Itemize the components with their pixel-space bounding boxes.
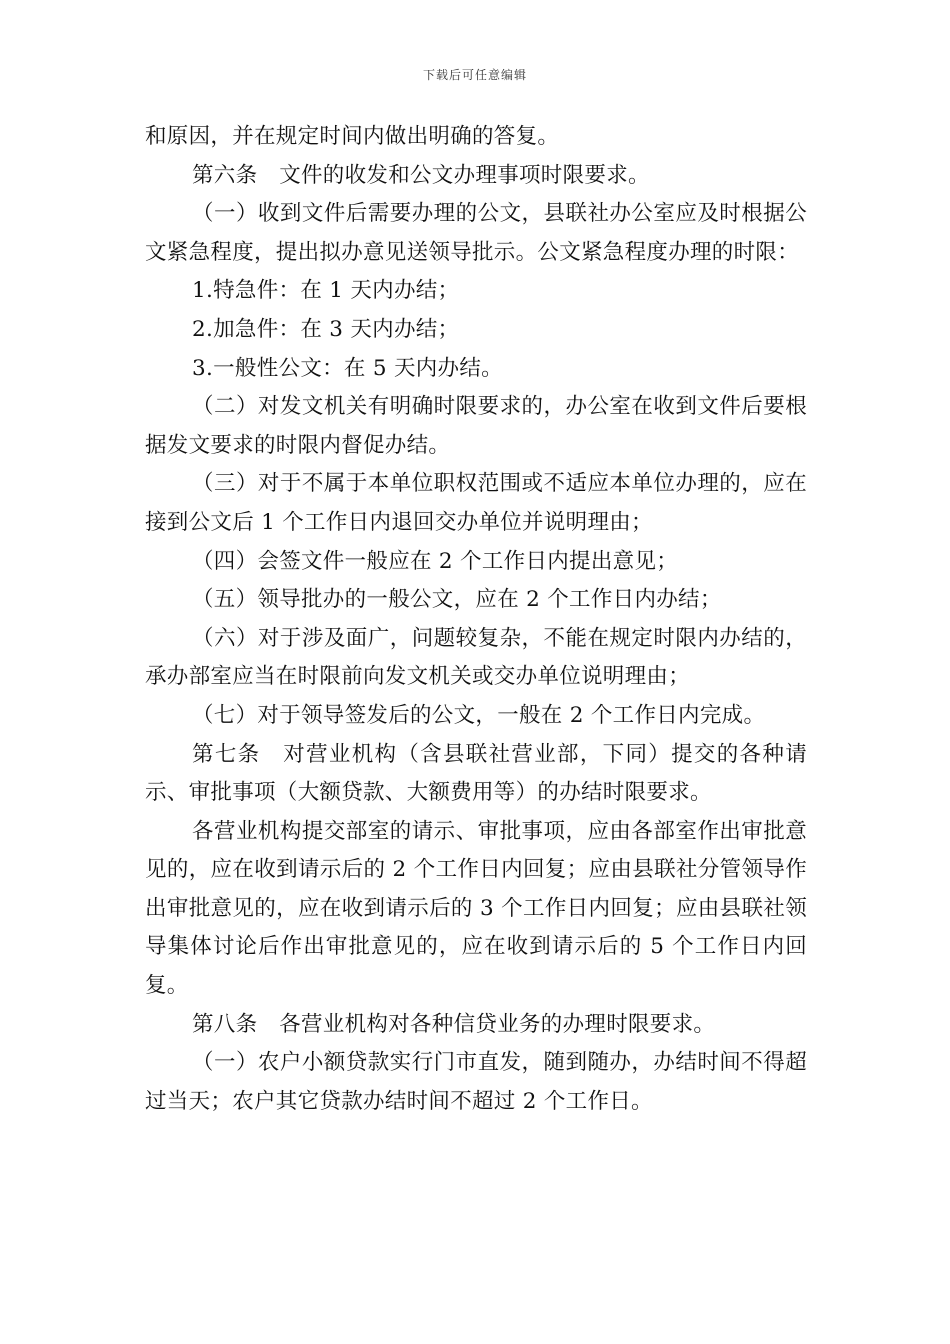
article-6-heading: 第六条 文件的收发和公文办理事项时限要求。 — [192, 162, 650, 188]
list-item: 3.一般性公文：在 5 天内办结。 — [192, 355, 503, 381]
paragraph: （一）农户小额贷款实行门市直发，随到随办，办结时间不得超过当天；农户其它贷款办结时间不超过 2 个工作日。 — [145, 1050, 807, 1114]
paragraph: 和原因，并在规定时间内做出明确的答复。 — [145, 124, 560, 149]
list-item: 1.特急件：在 1 天内办结； — [192, 278, 460, 304]
paragraph: 各营业机构提交部室的请示、审批事项，应由各部室作出审批意见的，应在收到请示后的 2 个工作日内回复；应由县联社分管领导作出审批意见的，应在收到请示后的 3 个工作日内回复；应由县联社领导集体讨论后作出审批意见的，应在收到请示后的 5 个工作日内回复。 — [145, 818, 807, 999]
paragraph: （一）收到文件后需要办理的公文，县联社办公室应及时根据公文紧急程度，提出拟办意见送领导批示。公文紧急程度办理的时限： — [145, 201, 807, 265]
paragraph: （四）会签文件一般应在 2 个工作日内提出意见； — [192, 548, 679, 574]
paragraph: （三）对于不属于本单位职权范围或不适应本单位办理的，应在接到公文后 1 个工作日内退回交办单位并说明理由； — [145, 471, 807, 535]
paragraph: （五）领导批办的一般公文，应在 2 个工作日内办结； — [192, 587, 722, 613]
paragraph: （二）对发文机关有明确时限要求的，办公室在收到文件后要根据发文要求的时限内督促办结。 — [145, 394, 807, 458]
article-7-heading: 第七条 对营业机构（含县联社营业部，下同）提交的各种请示、审批事项（大额贷款、大额费用等）的办结时限要求。 — [145, 741, 807, 806]
document-body — [145, 118, 807, 1121]
page-header: 下载后可任意编辑 — [422, 68, 527, 82]
paragraph: （六）对于涉及面广，问题较复杂，不能在规定时限内办结的，承办部室应当在时限前向发文机关或交办单位说明理由； — [145, 625, 807, 690]
article-8-heading: 第八条 各营业机构对各种信贷业务的办理时限要求。 — [192, 1011, 716, 1037]
list-item: 2.加急件：在 3 天内办结； — [192, 316, 460, 342]
paragraph: （七）对于领导签发后的公文，一般在 2 个工作日内完成。 — [192, 702, 766, 728]
